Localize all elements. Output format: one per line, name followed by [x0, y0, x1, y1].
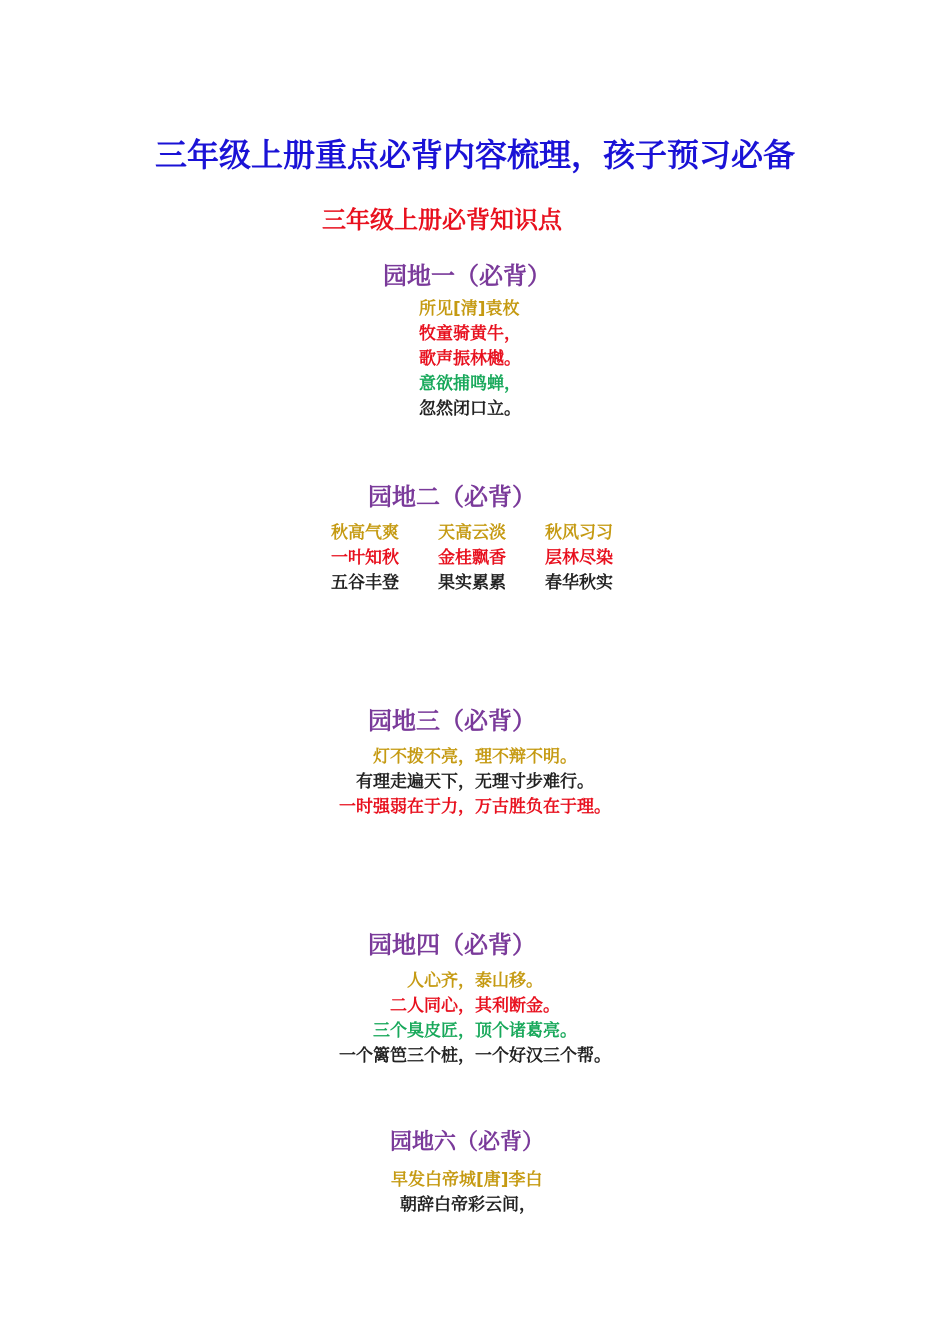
section-3-heading: 园地三（必背）	[368, 707, 536, 735]
poem-title-line: 早发白帝城[唐]李白	[391, 1170, 543, 1190]
section-6-heading: 园地六（必背）	[390, 1130, 545, 1155]
idiom: 果实累累	[438, 573, 506, 593]
idiom-row	[331, 543, 652, 568]
proverb-line: 有理走遍天下，无理寸步难行。	[356, 772, 594, 792]
idiom: 天高云淡	[438, 523, 506, 543]
proverb-line: 三个臭皮匠，顶个诸葛亮。	[373, 1021, 577, 1041]
proverb-line: 一时强弱在于力，万古胜负在于理。	[339, 797, 611, 817]
page-title: 三年级上册重点必背内容梳理，孩子预习必备	[154, 136, 795, 174]
section-4-heading: 园地四（必背）	[368, 931, 536, 959]
idiom: 春华秋实	[545, 573, 613, 593]
proverb-line: 灯不拨不亮，理不辩不明。	[373, 747, 577, 767]
proverb-line: 二人同心，其利断金。	[390, 996, 560, 1016]
poem-line: 朝辞白帝彩云间，	[400, 1195, 536, 1215]
idiom-row	[331, 518, 652, 543]
idiom: 秋高气爽	[331, 523, 399, 543]
idiom-row	[331, 568, 652, 593]
poem-line: 忽然闭口立。	[419, 399, 521, 419]
page-subtitle: 三年级上册必背知识点	[322, 206, 562, 234]
idiom: 五谷丰登	[331, 573, 399, 593]
idiom: 金桂飘香	[438, 548, 506, 568]
poem-line: 意欲捕鸣蝉，	[419, 374, 521, 394]
idiom: 一叶知秋	[331, 548, 399, 568]
proverb-line: 一个篱笆三个桩，一个好汉三个帮。	[339, 1046, 611, 1066]
poem-title-line: 所见[清]袁枚	[419, 299, 520, 319]
proverb-line: 人心齐，泰山移。	[407, 971, 543, 991]
section-2-heading: 园地二（必背）	[368, 483, 536, 511]
idiom: 层林尽染	[545, 548, 613, 568]
idiom: 秋风习习	[545, 523, 613, 543]
poem-line: 牧童骑黄牛，	[419, 324, 521, 344]
section-1-heading: 园地一（必背）	[383, 262, 551, 290]
poem-line: 歌声振林樾。	[419, 349, 521, 369]
